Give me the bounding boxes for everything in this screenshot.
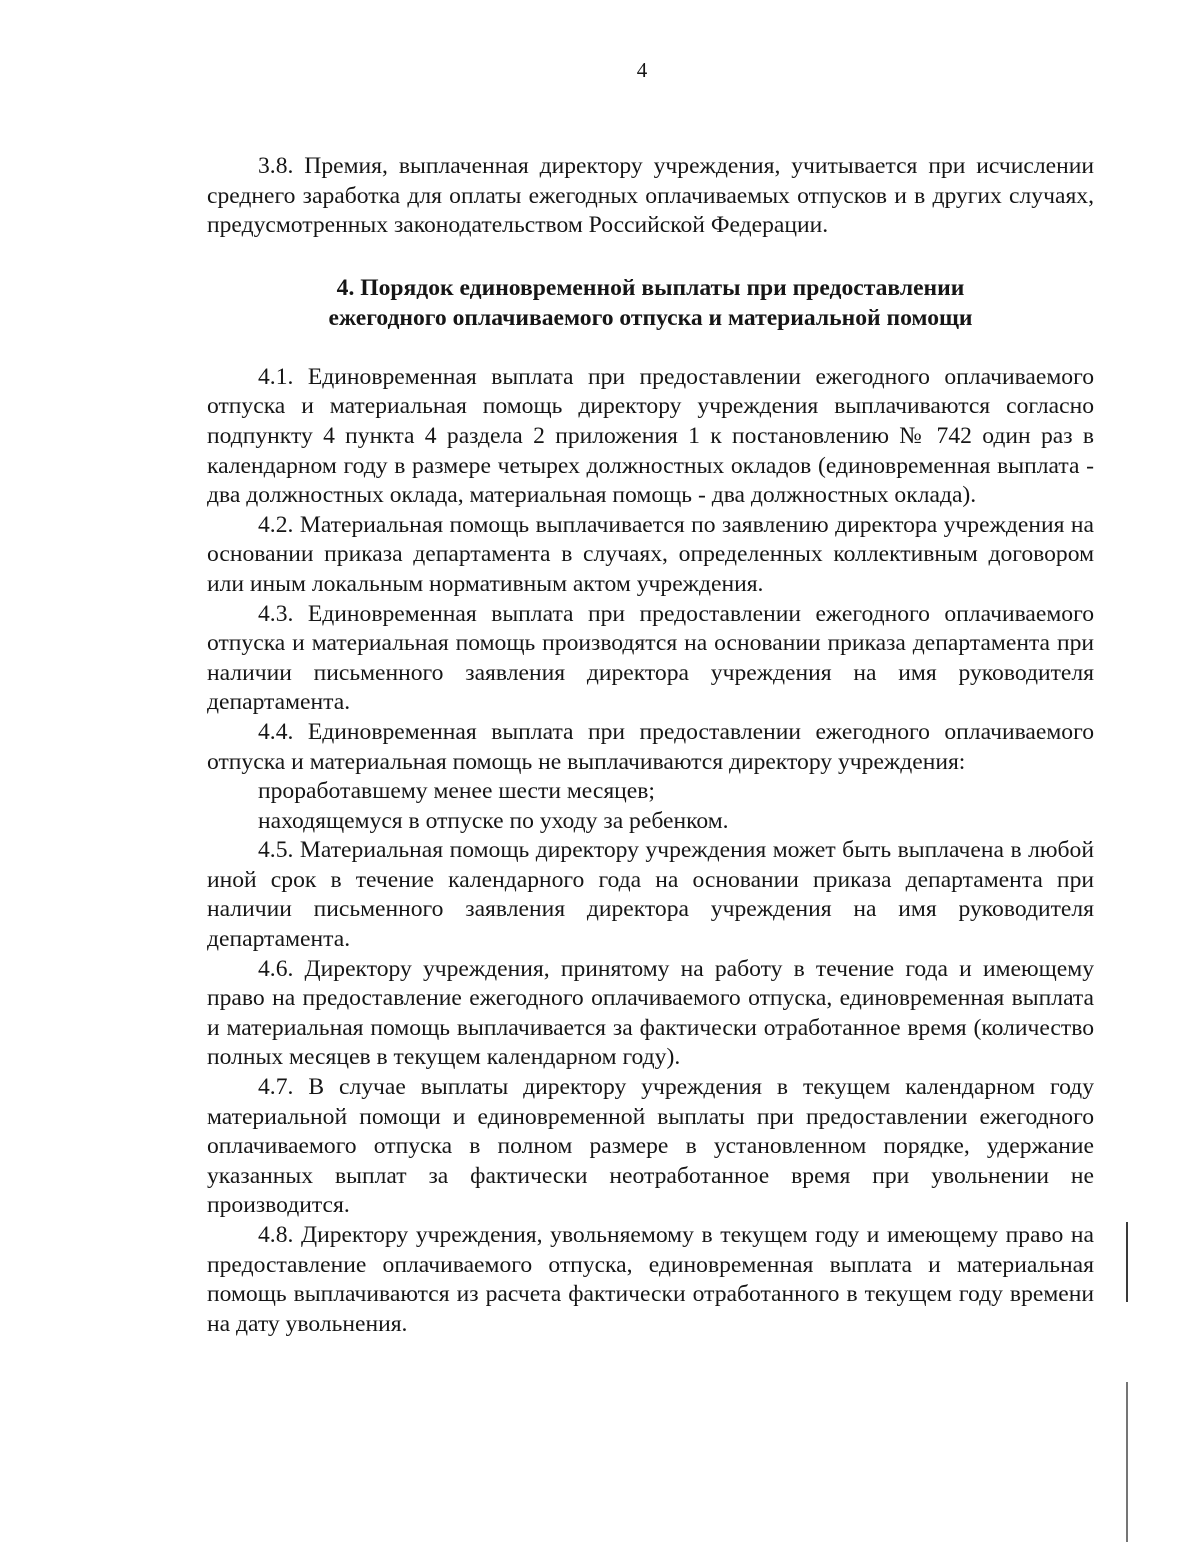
section-4-heading-line-1: 4. Порядок единовременной выплаты при предоставлении [336, 274, 965, 301]
paragraph-4-5: 4.5. Материальная помощь директору учреждения может быть выплачена в любой иной срок в течение календарного года на основании приказа департамента при наличии письменного заявления директора учреждения на имя руководителя департамента. [207, 837, 1094, 953]
document-body [207, 152, 1094, 1339]
paragraph-4-8: 4.8. Директору учреждения, увольняемому в текущем году и имеющему право на предоставление оплачиваемого отпуска, единовременная выплата и материальная помощь выплачиваются из расчета фактически отработанного в текущем году времени на дату увольнения. [207, 1222, 1094, 1337]
paragraph-4-7: 4.7. В случае выплаты директору учреждения в текущем календарном году материальной помощи и единовременной выплаты при предоставлении ежегодного оплачиваемого отпуска в полном размере в установленном порядке, удержание указанных выплат за фактически неотработанное время при увольнении не производится. [207, 1074, 1094, 1219]
scan-edge-mark [1126, 1222, 1128, 1302]
list-item-worked-less-six-months: проработавшему менее шести месяцев; [258, 778, 655, 805]
paragraph-4-4: 4.4. Единовременная выплата при предоставлении ежегодного оплачиваемого отпуска и материальная помощь не выплачиваются директору учреждения: [207, 718, 1094, 775]
page-number: 4 [636, 58, 648, 82]
paragraph-4-6: 4.6. Директору учреждения, принятому на работу в течение года и имеющему право на предоставление ежегодного оплачиваемого отпуска, единовременная выплата и материальная помощь выплачивается за фактически отработанное время (количество полных месяцев в текущем календарном году). [207, 955, 1094, 1071]
section-4-heading [207, 273, 1094, 333]
paragraph-4-2: 4.2. Материальная помощь выплачивается по заявлению директора учреждения на основании приказа департамента в случаях, определенных коллективным договором или иным локальным нормативным актом учреждения. [207, 511, 1094, 597]
section-4-heading-line-2: ежегодного оплачиваемого отпуска и материальной помощи [328, 304, 973, 331]
list-item-parental-leave: находящемуся в отпуске по уходу за ребенком. [258, 807, 729, 834]
paragraph-4-3: 4.3. Единовременная выплата при предоставлении ежегодного оплачиваемого отпуска и материальная помощь производятся на основании приказа департамента при наличии письменного заявления директора учреждения на имя руководителя департамента. [207, 600, 1094, 716]
scan-edge-mark [1126, 1382, 1128, 1542]
paragraph-3-8: 3.8. Премия, выплаченная директору учреждения, учитывается при исчислении среднего заработка для оплаты ежегодных оплачиваемых отпусков и в других случаях, предусмотренных законодательством Российской Федерации. [207, 153, 1094, 239]
paragraph-4-1: 4.1. Единовременная выплата при предоставлении ежегодного оплачиваемого отпуска и материальная помощь директору учреждения выплачиваются согласно подпункту 4 пункта 4 раздела 2 приложения 1 к постановлению № 742 один раз в календарном году в размере четырех должностных окладов (единовременная выплата - два должностных оклада, материальная помощь - два должностных оклада). [207, 363, 1094, 509]
